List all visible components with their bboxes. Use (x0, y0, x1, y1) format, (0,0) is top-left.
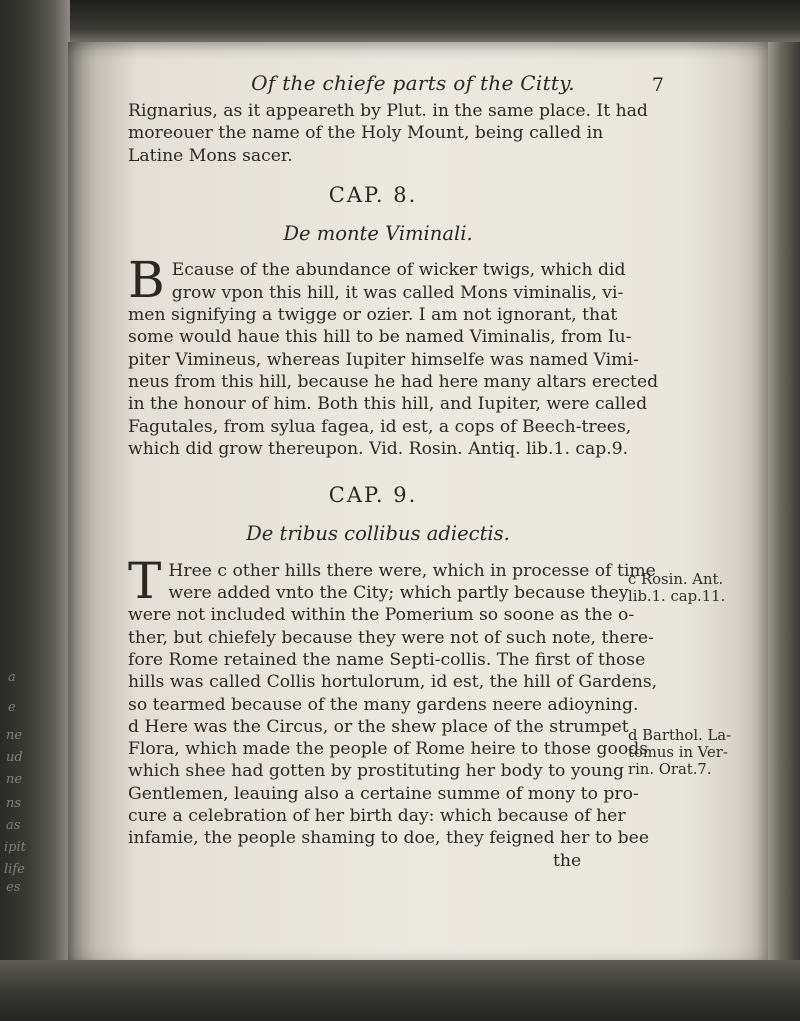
drop-cap: B (128, 251, 165, 310)
running-title: Of the chiefe parts of the Citty. (251, 71, 575, 95)
text-line: Hree c other hills there were, which in processe of time (168, 560, 656, 581)
ghost-letter: ipit (4, 840, 26, 855)
running-head (128, 72, 698, 98)
ghost-letter: life (4, 862, 25, 877)
text-line: hills was called Collis hortulorum, id est, the hill of Gardens, (128, 672, 658, 693)
scanner-bottom-edge (0, 960, 800, 1021)
text-line: neus from this hill, because he had here many altars erected (128, 371, 659, 392)
page-number: 7 (651, 74, 664, 96)
chapter-subtitle: De tribus collibus adiectis. (246, 522, 510, 546)
text-line: some would haue this hill to be named Viminalis, from Iu- (128, 327, 632, 348)
text-line: infamie, the people shaming to doe, they feigned her to bee (128, 828, 650, 849)
chapter-8-paragraph (128, 251, 698, 460)
scanner-right-edge (768, 42, 800, 968)
marginal-note-line: tomus in Ver- (628, 744, 728, 761)
marginal-note-line: d Barthol. La- (628, 727, 732, 744)
marginal-note-line: c Rosin. Ant. (628, 571, 724, 588)
text-line: Gentlemen, leauing also a certaine summe of mony to pro- (128, 783, 639, 804)
text-line: the (553, 850, 582, 871)
page-text (128, 72, 698, 872)
ghost-letter: as (6, 818, 21, 833)
drop-cap: T (128, 551, 162, 610)
text-line: Ecause of the abundance of wicker twigs, which did (171, 260, 626, 281)
ghost-letter: ne (6, 772, 23, 787)
text-line: Latine Mons sacer. (128, 145, 293, 166)
ghost-letter: ud (6, 750, 23, 765)
scanner-top-edge (0, 0, 800, 42)
text-line: ther, but chiefely because they were not of such note, there- (128, 627, 654, 648)
text-line: moreouer the name of the Holy Mount, being called in (128, 123, 604, 144)
ghost-letter: e (8, 700, 16, 715)
ghost-letter: a (8, 670, 16, 685)
text-line: Flora, which made the people of Rome heire to those goods (128, 739, 649, 760)
intro-paragraph (128, 100, 698, 167)
text-line: grow vpon this hill, it was called Mons viminalis, vi- (171, 282, 624, 303)
text-line: which did grow thereupon. Vid. Rosin. Antiq. lib.1. cap.9. (128, 438, 629, 459)
chapter-subtitle: De monte Viminali. (283, 222, 473, 246)
marginal-note-line: lib.1. cap.11. (628, 588, 726, 605)
chapter-9-paragraph (128, 551, 658, 872)
text-line: were added vnto the City; which partly because they (168, 583, 629, 604)
text-line: so tearmed because of the many gardens neere adioyning. (128, 694, 639, 715)
text-line: were not included within the Pomerium so soone as the o- (128, 605, 635, 626)
marginal-note (628, 571, 725, 605)
text-line: piter Vimineus, whereas Iupiter himselfe was named Vimi- (128, 349, 639, 370)
text-line: cure a celebration of her birth day: which because of her (128, 806, 626, 827)
text-line: d Here was the Circus, or the shew place of the strumpet (128, 716, 629, 737)
text-line: fore Rome retained the name Septi-collis. The first of those (128, 649, 646, 670)
marginal-note (628, 727, 731, 778)
chapter-heading: CAP. 8. (328, 182, 418, 207)
text-line: men signifying a twigge or ozier. I am not ignorant, that (128, 305, 618, 326)
ghost-letter: es (6, 880, 21, 895)
text-line: Rignarius, as it appeareth by Plut. in the same place. It had (128, 101, 648, 121)
text-line: Fagutales, from sylua fagea, id est, a cops of Beech-trees, (128, 416, 632, 437)
marginal-note-line: rin. Orat.7. (628, 761, 712, 778)
chapter-heading: CAP. 9. (328, 483, 418, 508)
text-line: which shee had gotten by prostituting her body to young (128, 761, 625, 782)
text-line: in the honour of him. Both this hill, and Iupiter, were called (128, 394, 648, 415)
ghost-letter: ne (6, 728, 23, 743)
ghost-letter: ns (6, 796, 22, 811)
